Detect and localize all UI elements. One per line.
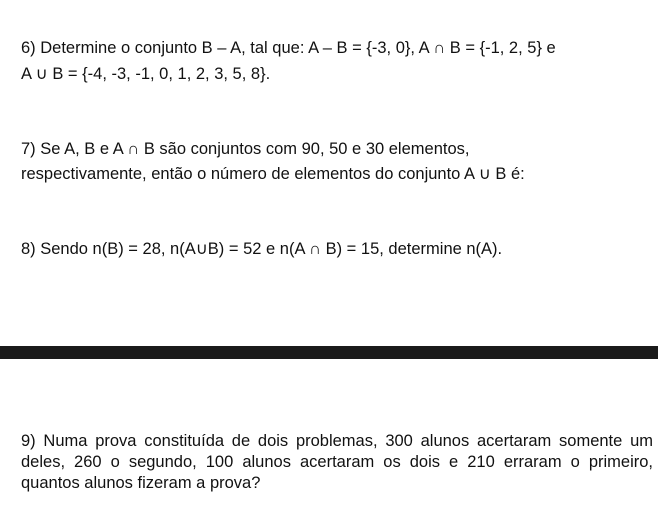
question-8-text: 8) Sendo n(B) = 28, n(A∪B) = 52 e n(A ∩ B) = 15, determine n(A). <box>21 240 503 258</box>
question-6-line-2: A ∪ B = {-4, -3, -1, 0, 1, 2, 3, 5, 8}. <box>21 65 271 83</box>
question-6-line-1: 6) Determine o conjunto B – A, tal que: A – B = {-3, 0}, A ∩ B = {-1, 2, 5} e <box>21 39 556 57</box>
question-9-text: 9) Numa prova constituída de dois problemas, 300 alunos acertaram somente um deles, 260 o segundo, 100 alunos acertaram os dois e 210 erraram o primeiro, quantos alunos fizeram a prova? <box>21 432 653 492</box>
section-divider <box>0 346 658 359</box>
question-7-line-1: 7) Se A, B e A ∩ B são conjuntos com 90, 50 e 30 elementos, <box>21 140 470 158</box>
question-7-line-2: respectivamente, então o número de elementos do conjunto A ∪ B é: <box>21 165 525 183</box>
